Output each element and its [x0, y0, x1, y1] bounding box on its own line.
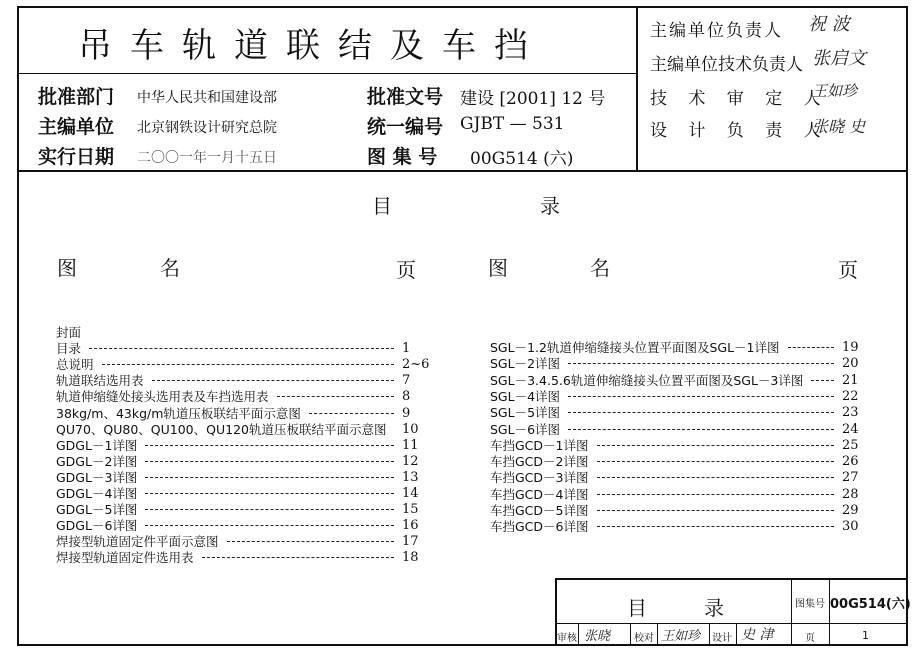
tb-page-value: 1 — [862, 629, 869, 642]
toc-entry-page: 12 — [402, 453, 419, 469]
toc-leader-line — [89, 348, 394, 349]
sign-label-reviewer: 技 术 审 定 人 — [650, 89, 829, 109]
toc-row — [490, 453, 870, 470]
toc-row — [56, 453, 436, 470]
tb-design-label: 设计 — [712, 633, 732, 644]
chief-unit-value: 北京钢铁设计研究总院 — [137, 120, 277, 136]
toc-leader-line — [102, 364, 394, 365]
atlas-no-label: 图 集 号 — [367, 146, 438, 168]
toc-row — [56, 501, 436, 518]
toc-entry-name: 轨道伸缩缝处接头选用表及车挡选用表 — [56, 389, 269, 405]
toc-entry-name: SGL－2详图 — [490, 356, 561, 372]
toc-entry-name: GDGL－4详图 — [56, 486, 138, 501]
toc-entry-page: 2~6 — [402, 357, 430, 373]
sign-label-chief: 主编单位负责人 — [650, 21, 783, 41]
signature-chief: 祝 波 — [808, 14, 850, 35]
left-col-name-a: 图 — [57, 256, 77, 280]
unified-no-value: GJBT — 531 — [460, 114, 565, 134]
toc-row — [490, 437, 870, 454]
toc-leader-line — [145, 509, 394, 510]
toc-leader-line — [597, 526, 834, 527]
tb-design-sig: 史 津 — [741, 627, 774, 643]
toc-leader-line — [145, 525, 394, 526]
toc-leader-line — [788, 347, 834, 348]
toc-entry-name: 车挡GCD－3详图 — [490, 470, 589, 486]
toc-row — [490, 421, 870, 438]
right-col-name-a: 图 — [488, 256, 508, 280]
toc-leader-line — [277, 396, 394, 397]
toc-row — [56, 485, 436, 502]
tb-page-label: 页 — [805, 633, 815, 644]
toc-row — [56, 517, 436, 534]
toc-row — [490, 518, 870, 535]
toc-leader-line — [568, 363, 834, 364]
toc-entry-name: GDGL－1详图 — [56, 437, 138, 453]
toc-entry-name: 车挡GCD－5详图 — [490, 503, 589, 518]
toc-entry-page: 15 — [402, 502, 419, 518]
toc-entry-name: SGL－6详图 — [490, 421, 561, 437]
toc-entry-page: 30 — [842, 519, 859, 535]
toc-entry-page: 25 — [842, 437, 859, 453]
toc-row — [490, 486, 870, 503]
toc-entry-page: 26 — [842, 454, 859, 470]
toc-entry-page: 21 — [842, 372, 859, 388]
left-col-name-b: 名 — [160, 256, 180, 280]
toc-row — [490, 388, 870, 405]
toc-row — [56, 549, 436, 566]
sign-label-designer: 设 计 负 责 人 — [650, 121, 829, 141]
tb-name-a: 目 — [627, 596, 647, 620]
toc-entry-name: 封面 — [56, 325, 82, 340]
toc-leader-line — [597, 477, 834, 478]
toc-entry-name: 焊接型轨道固定件平面示意图 — [56, 534, 219, 550]
toc-entry-name: 目录 — [56, 341, 82, 357]
right-col-name-b: 名 — [590, 256, 610, 280]
signature-designer: 张晓 史 — [812, 117, 866, 136]
toc-row — [490, 339, 870, 356]
approval-dept-value: 中华人民共和国建设部 — [137, 90, 277, 106]
toc-entry-page: 14 — [402, 486, 419, 501]
toc-entry-name: GDGL－2详图 — [56, 453, 138, 469]
toc-leader-line — [145, 445, 394, 446]
toc-entry-page: 18 — [402, 550, 419, 566]
toc-entry-name: 车挡GCD－1详图 — [490, 437, 589, 453]
toc-entry-name: GDGL－3详图 — [56, 469, 138, 485]
signature-reviewer: 王如珍 — [812, 82, 858, 100]
sign-label-tech-chief: 主编单位技术负责人 — [650, 55, 803, 75]
toc-entry-page: 8 — [402, 389, 411, 405]
toc-row — [56, 388, 436, 405]
toc-leader-line — [597, 445, 834, 446]
toc-heading-right: 录 — [540, 194, 560, 218]
unified-no-label: 统一编号 — [367, 116, 444, 138]
toc-entry-page: 10 — [402, 421, 419, 437]
toc-row — [56, 405, 436, 422]
right-col-page: 页 — [838, 258, 858, 282]
toc-row — [56, 340, 436, 357]
toc-leader-line — [568, 429, 834, 430]
toc-entry-page: 9 — [402, 405, 411, 421]
approval-no-value: 建设 [2001] 12 号 — [460, 89, 606, 109]
toc-row — [56, 533, 436, 550]
toc-entry-page: 13 — [402, 469, 419, 485]
left-col-page: 页 — [396, 258, 416, 282]
toc-entry-page: 20 — [842, 356, 859, 372]
signature-tech-chief: 张启文 — [812, 48, 866, 69]
toc-entry-page: 1 — [402, 341, 411, 357]
toc-entry-page: 22 — [842, 388, 859, 404]
toc-leader-line — [227, 541, 394, 542]
toc-leader-line — [309, 413, 394, 414]
toc-leader-line — [597, 494, 834, 495]
toc-entry-name: GDGL－6详图 — [56, 518, 138, 534]
toc-row — [56, 469, 436, 486]
toc-entry-name: QU70、QU80、QU100、QU120轨道压板联结平面示意图 — [56, 421, 387, 437]
toc-row — [56, 437, 436, 454]
toc-row — [56, 372, 436, 389]
toc-row — [56, 324, 436, 341]
toc-leader-line — [145, 477, 394, 478]
toc-entry-name: GDGL－5详图 — [56, 502, 138, 518]
toc-entry-name: 焊接型轨道固定件选用表 — [56, 550, 194, 566]
toc-entry-page: 29 — [842, 503, 859, 518]
toc-entry-page: 7 — [402, 373, 411, 389]
toc-leader-line — [568, 396, 834, 397]
toc-entry-name: SGL－3.4.5.6轨道伸缩缝接头位置平面图及SGL－3详图 — [490, 372, 804, 388]
toc-row — [56, 356, 436, 373]
toc-entry-page: 27 — [842, 470, 859, 486]
document-title: 吊车轨道联结及车挡 — [78, 26, 546, 66]
toc-row — [490, 502, 870, 519]
toc-entry-page: 17 — [402, 534, 419, 550]
toc-entry-page: 24 — [842, 421, 859, 437]
impl-date-value: 二〇〇一年一月十五日 — [137, 150, 277, 166]
toc-row — [56, 421, 436, 438]
toc-entry-page: 11 — [402, 437, 419, 453]
toc-entry-name: 车挡GCD－2详图 — [490, 454, 589, 470]
toc-leader-line — [597, 510, 834, 511]
tb-atlas-label: 图集号 — [795, 599, 825, 610]
toc-leader-line — [202, 557, 394, 558]
toc-leader-line — [597, 461, 834, 462]
toc-entry-page: 16 — [402, 518, 419, 534]
toc-row — [490, 404, 870, 421]
toc-entry-name: SGL－5详图 — [490, 405, 561, 421]
toc-row — [490, 372, 870, 389]
toc-entry-name: SGL－1.2轨道伸缩缝接头位置平面图及SGL－1详图 — [490, 340, 780, 355]
toc-row — [490, 355, 870, 372]
toc-heading-left: 目 — [372, 194, 392, 218]
header-divider — [636, 6, 638, 172]
tb-check-label: 校对 — [634, 633, 654, 644]
tb-check-sig: 王如珍 — [661, 629, 701, 644]
toc-leader-line — [145, 461, 394, 462]
tb-review-label: 审核 — [557, 633, 577, 644]
toc-entry-page: 19 — [842, 340, 859, 355]
toc-leader-line — [811, 380, 834, 381]
toc-row — [490, 469, 870, 486]
chief-unit-label: 主编单位 — [38, 116, 115, 138]
toc-entry-name: 车挡GCD－4详图 — [490, 486, 589, 502]
tb-review-sig: 张晓 — [584, 629, 611, 644]
approval-no-label: 批准文号 — [367, 86, 444, 108]
toc-entry-name: 总说明 — [56, 357, 94, 373]
toc-entry-page: 23 — [842, 405, 859, 421]
title-underline — [17, 73, 637, 74]
tb-atlas-value: 00G514(六) — [830, 597, 911, 612]
toc-entry-name: 车挡GCD－6详图 — [490, 519, 589, 535]
toc-entry-name: 轨道联结选用表 — [56, 373, 144, 389]
toc-entry-name: SGL－4详图 — [490, 388, 561, 404]
toc-leader-line — [568, 412, 834, 413]
toc-entry-name: 38kg/m、43kg/m轨道压板联结平面示意图 — [56, 405, 301, 421]
header-bottom-line — [17, 170, 908, 172]
atlas-no-value: 00G514 (六) — [470, 149, 574, 169]
toc-leader-line — [152, 380, 394, 381]
impl-date-label: 实行日期 — [38, 146, 115, 168]
tb-name-b: 录 — [704, 596, 724, 620]
toc-leader-line — [145, 493, 394, 494]
toc-entry-page: 28 — [842, 486, 859, 502]
approval-dept-label: 批准部门 — [38, 86, 115, 108]
